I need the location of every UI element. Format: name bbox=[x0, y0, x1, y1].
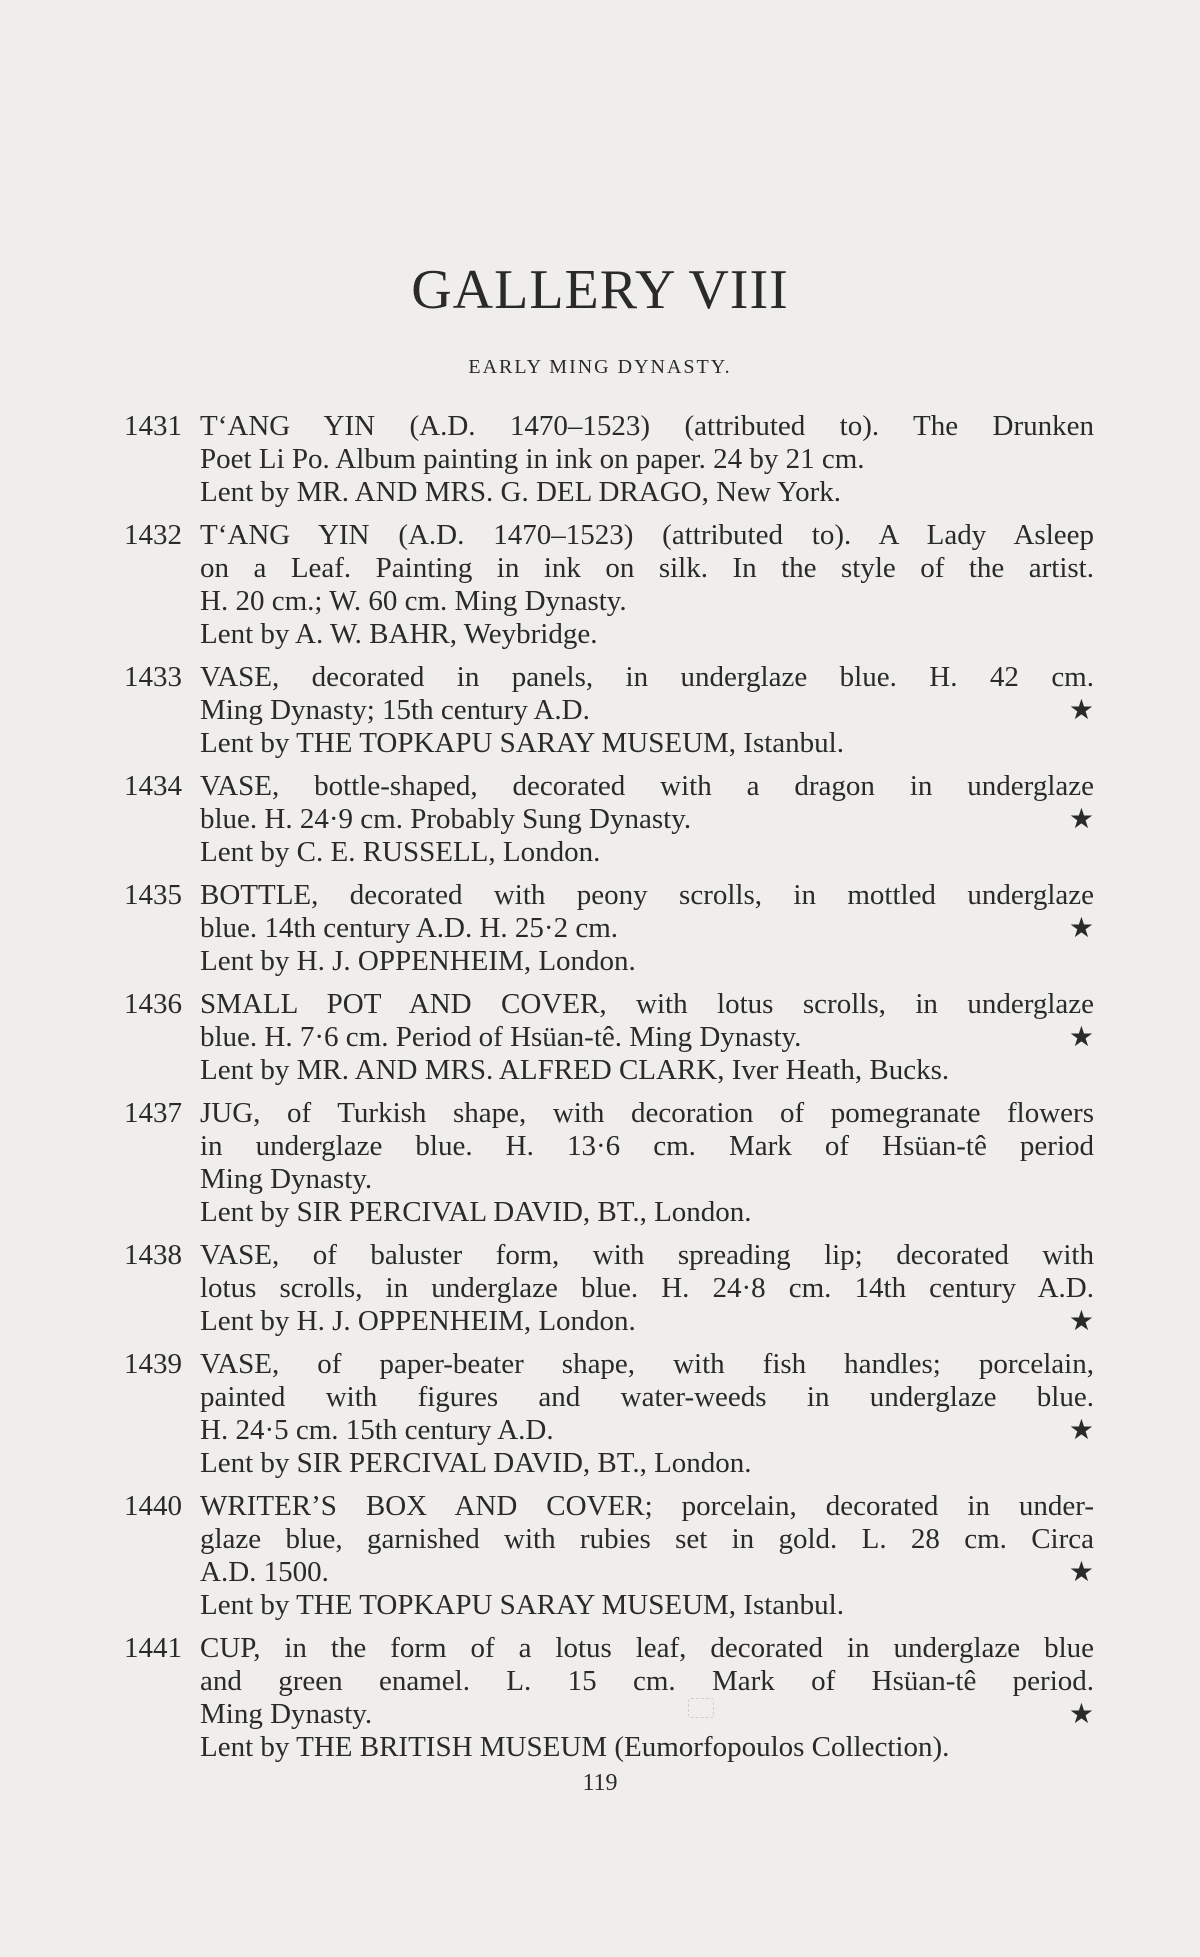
entry-line bbox=[200, 1021, 1094, 1054]
entry-line bbox=[200, 1272, 1094, 1305]
entry-line bbox=[200, 1632, 1094, 1665]
entry-number: 1441 bbox=[124, 1632, 182, 1664]
entry-number: 1436 bbox=[124, 988, 182, 1020]
entry-number: 1434 bbox=[124, 770, 182, 802]
entry-text: on a Leaf. Painting in ink on silk. In the style of the artist. bbox=[200, 552, 1094, 584]
entry-text: VASE, decorated in panels, in underglaze blue. H. 42 cm. bbox=[200, 661, 1094, 693]
entry-text: H. 24·5 cm. 15th century A.D. bbox=[200, 1414, 554, 1446]
entry-number: 1440 bbox=[124, 1490, 182, 1522]
catalogue-entry bbox=[124, 1348, 1094, 1480]
entry-text: Lent by MR. AND MRS. ALFRED CLARK, Iver Heath, Bucks. bbox=[200, 1054, 950, 1086]
entry-line bbox=[200, 727, 1094, 760]
entry-text: VASE, bottle-shaped, decorated with a dragon in underglaze bbox=[200, 770, 1094, 802]
entry-text: blue. H. 24·9 cm. Probably Sung Dynasty. bbox=[200, 803, 692, 835]
entry-text: Poet Li Po. Album painting in ink on paper. 24 by 21 cm. bbox=[200, 443, 865, 475]
entry-text: blue. H. 7·6 cm. Period of Hsüan-tê. Ming Dynasty. bbox=[200, 1021, 802, 1053]
entry-line bbox=[200, 945, 1094, 978]
entry-text: Lent by THE TOPKAPU SARAY MUSEUM, Istanbul. bbox=[200, 727, 844, 759]
star-icon: ★ bbox=[1068, 1699, 1094, 1730]
entry-line bbox=[200, 1097, 1094, 1130]
catalogue-entry bbox=[124, 988, 1094, 1087]
entry-text: Lent by H. J. OPPENHEIM, London. bbox=[200, 1305, 636, 1337]
entry-text: BOTTLE, decorated with peony scrolls, in mottled underglaze bbox=[200, 879, 1094, 911]
entry-line bbox=[200, 1054, 1094, 1087]
entry-number: 1435 bbox=[124, 879, 182, 911]
page-number: 119 bbox=[582, 1770, 618, 1796]
entry-number: 1433 bbox=[124, 661, 182, 693]
star-icon: ★ bbox=[1068, 1306, 1094, 1337]
star-icon: ★ bbox=[1068, 1557, 1094, 1588]
entry-line bbox=[200, 1414, 1094, 1447]
entry-text: painted with figures and water-weeds in underglaze blue. bbox=[200, 1381, 1094, 1413]
entry-line bbox=[200, 1381, 1094, 1414]
star-icon: ★ bbox=[1068, 1415, 1094, 1446]
entry-number: 1432 bbox=[124, 519, 182, 551]
entry-line bbox=[200, 1305, 1094, 1338]
entry-text: T‘ANG YIN (A.D. 1470–1523) (attributed to). The Drunken bbox=[200, 410, 1094, 442]
entry-text: SMALL POT AND COVER, with lotus scrolls, in underglaze bbox=[200, 988, 1094, 1020]
entry-line bbox=[200, 585, 1094, 618]
catalogue-entry bbox=[124, 770, 1094, 869]
entry-line bbox=[200, 988, 1094, 1021]
entry-text: Lent by SIR PERCIVAL DAVID, BT., London. bbox=[200, 1447, 752, 1479]
entry-text: glaze blue, garnished with rubies set in gold. L. 28 cm. Circa bbox=[200, 1523, 1094, 1555]
star-icon: ★ bbox=[1068, 913, 1094, 944]
entry-line bbox=[200, 476, 1094, 509]
catalogue-entry bbox=[124, 1490, 1094, 1622]
entry-text: WRITER’S BOX AND COVER; porcelain, decorated in under- bbox=[200, 1490, 1094, 1522]
entry-line bbox=[200, 519, 1094, 552]
entry-text: Lent by SIR PERCIVAL DAVID, BT., London. bbox=[200, 1196, 752, 1228]
entry-line bbox=[200, 1447, 1094, 1480]
entry-text: in underglaze blue. H. 13·6 cm. Mark of Hsüan-tê period bbox=[200, 1130, 1094, 1162]
entry-line bbox=[200, 1589, 1094, 1622]
entry-text: CUP, in the form of a lotus leaf, decorated in underglaze blue bbox=[200, 1632, 1094, 1664]
star-icon: ★ bbox=[1068, 1022, 1094, 1053]
catalogue-entry bbox=[124, 519, 1094, 651]
star-icon: ★ bbox=[1068, 695, 1094, 726]
entry-text: blue. 14th century A.D. H. 25·2 cm. bbox=[200, 912, 619, 944]
page-title: GALLERY VIII bbox=[411, 259, 789, 321]
entry-number: 1431 bbox=[124, 410, 182, 442]
entry-text: Lent by H. J. OPPENHEIM, London. bbox=[200, 945, 636, 977]
entry-text: T‘ANG YIN (A.D. 1470–1523) (attributed to). A Lady Asleep bbox=[200, 519, 1094, 551]
entry-line bbox=[200, 1348, 1094, 1381]
entry-line bbox=[200, 1130, 1094, 1163]
entry-text: Lent by A. W. BAHR, Weybridge. bbox=[200, 618, 598, 650]
catalogue-entry bbox=[124, 879, 1094, 978]
entry-line bbox=[200, 770, 1094, 803]
entry-text: and green enamel. L. 15 cm. Mark of Hsüan-tê period. bbox=[200, 1665, 1094, 1697]
entry-line bbox=[200, 1731, 1094, 1764]
entry-line bbox=[200, 1523, 1094, 1556]
section-subtitle: EARLY MING DYNASTY. bbox=[468, 356, 732, 378]
entry-text: Ming Dynasty. bbox=[200, 1163, 373, 1195]
entry-line bbox=[200, 694, 1094, 727]
entry-line bbox=[200, 410, 1094, 443]
entry-line bbox=[200, 443, 1094, 476]
catalogue-entry bbox=[124, 1632, 1094, 1764]
catalogue-entry bbox=[124, 1097, 1094, 1229]
entry-text: Ming Dynasty; 15th century A.D. bbox=[200, 694, 590, 726]
entry-number: 1438 bbox=[124, 1239, 182, 1271]
entry-line bbox=[200, 1196, 1094, 1229]
entry-text: H. 20 cm.; W. 60 cm. Ming Dynasty. bbox=[200, 585, 627, 617]
entry-text: Lent by C. E. RUSSELL, London. bbox=[200, 836, 601, 868]
catalogue-entry bbox=[124, 1239, 1094, 1338]
catalogue-entry bbox=[124, 661, 1094, 760]
catalogue-entry bbox=[124, 410, 1094, 509]
star-icon: ★ bbox=[1068, 804, 1094, 835]
entry-text: Lent by THE TOPKAPU SARAY MUSEUM, Istanbul. bbox=[200, 1589, 844, 1621]
entry-text: VASE, of baluster form, with spreading lip; decorated with bbox=[200, 1239, 1094, 1271]
catalogue-entries bbox=[124, 410, 1094, 1774]
entry-line bbox=[200, 1698, 1094, 1731]
entry-line bbox=[200, 1163, 1094, 1196]
entry-line bbox=[200, 618, 1094, 651]
entry-line bbox=[200, 1665, 1094, 1698]
entry-text: VASE, of paper-beater shape, with fish handles; porcelain, bbox=[200, 1348, 1094, 1380]
library-stamp-icon bbox=[688, 1698, 714, 1718]
entry-number: 1437 bbox=[124, 1097, 182, 1129]
entry-line bbox=[200, 552, 1094, 585]
entry-text: Lent by THE BRITISH MUSEUM (Eumorfopoulos Collection). bbox=[200, 1731, 950, 1763]
entry-line bbox=[200, 1556, 1094, 1589]
entry-line bbox=[200, 803, 1094, 836]
entry-line bbox=[200, 879, 1094, 912]
entry-number: 1439 bbox=[124, 1348, 182, 1380]
entry-text: JUG, of Turkish shape, with decoration of pomegranate flowers bbox=[200, 1097, 1094, 1129]
entry-line bbox=[200, 1490, 1094, 1523]
entry-text: A.D. 1500. bbox=[200, 1556, 329, 1588]
entry-text: Ming Dynasty. bbox=[200, 1698, 373, 1730]
entry-line bbox=[200, 661, 1094, 694]
entry-line bbox=[200, 836, 1094, 869]
entry-line bbox=[200, 1239, 1094, 1272]
entry-text: lotus scrolls, in underglaze blue. H. 24·8 cm. 14th century A.D. bbox=[200, 1272, 1094, 1304]
entry-text: Lent by MR. AND MRS. G. DEL DRAGO, New York. bbox=[200, 476, 841, 508]
entry-line bbox=[200, 912, 1094, 945]
